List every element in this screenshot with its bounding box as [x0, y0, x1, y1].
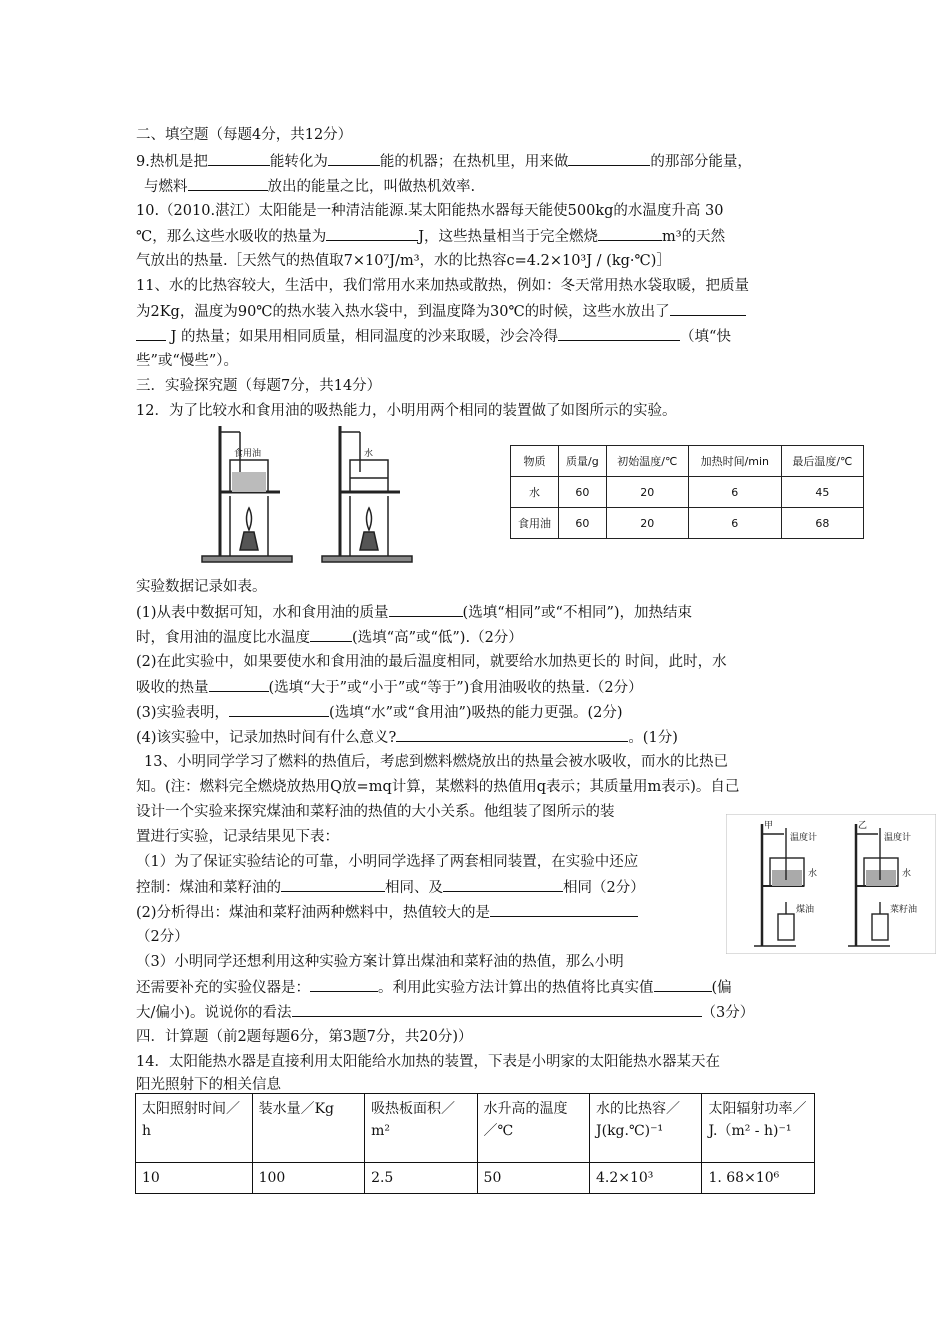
- fig-label-yi: 乙: [858, 821, 868, 831]
- q14-table: [135, 1093, 815, 1194]
- blank[interactable]: [281, 876, 385, 892]
- fig-label-rapeseed: 菜籽油: [890, 905, 918, 915]
- blank[interactable]: [292, 1001, 702, 1017]
- blank[interactable]: [396, 726, 628, 742]
- table-cell: 6: [688, 477, 781, 508]
- table-row: [511, 508, 864, 539]
- q14-line1: 14．太阳能热水器是直接利用太阳能给水加热的装置，下表是小明家的太阳能热水器某天在: [136, 1054, 720, 1070]
- table-header: 初始温度/℃: [606, 446, 688, 477]
- q13-line1: 13、小明同学学习了燃料的热值后，考虑到燃料燃烧放出的热量会被水吸收，而水的比热已: [144, 754, 728, 770]
- blank[interactable]: [310, 626, 352, 642]
- table-header-row: [136, 1094, 815, 1163]
- blank[interactable]: [326, 225, 418, 241]
- blank[interactable]: [654, 976, 712, 992]
- q13-line11: 大/偏小)。说说你的看法 （3分）: [136, 1001, 754, 1024]
- q9-line2: 与燃料 放出的能量之比，叫做热机效率.: [144, 175, 475, 198]
- q13-line5: （1）为了保证实验结论的可靠，小明同学选择了两套相同装置，在实验中还应: [136, 854, 639, 870]
- blank[interactable]: [208, 150, 270, 166]
- table-cell: 50: [477, 1163, 589, 1194]
- q14-line2: 阳光照射下的相关信息: [136, 1077, 281, 1093]
- q13-line4: 置进行实验，记录结果见下表：: [136, 829, 339, 845]
- q13-line6: 控制：煤油和菜籽油的 相同、及 相同（2分）: [136, 876, 645, 899]
- fig-label-thermometer-2: 温度计: [884, 833, 912, 843]
- q12-p2-line1: (2)在此实验中，如果要使水和食用油的最后温度相同，就要给水加热更长的 时间，此时，水: [136, 654, 727, 670]
- blank[interactable]: [558, 325, 680, 341]
- table-header: 太阳辐射功率／J.（m² - h)⁻¹: [702, 1094, 815, 1163]
- fig-label-jia: 甲: [764, 821, 774, 831]
- table-header: 水升高的温度／℃: [477, 1094, 589, 1163]
- blank[interactable]: [389, 601, 463, 617]
- q12-p3: (3)实验表明， (选填“水”或“食用油”)吸热的能力更强。(2分): [136, 701, 623, 724]
- fig-label-oil: 食用油: [234, 449, 262, 459]
- table-cell: 45: [781, 477, 863, 508]
- blank[interactable]: [568, 150, 650, 166]
- q13-line7: (2)分析得出：煤油和菜籽油两种燃料中，热值较大的是: [136, 901, 638, 924]
- section4-heading: 四．计算题（前2题每题6分，第3题7分，共20分)）: [136, 1029, 473, 1045]
- blank[interactable]: [310, 976, 378, 992]
- q13-line3: 设计一个实验来探究煤油和菜籽油的热值的大小关系。他组装了图所示的装: [136, 804, 615, 820]
- blank[interactable]: [188, 175, 268, 191]
- table-cell: 水: [511, 477, 559, 508]
- fig-label-water-2: 水: [902, 869, 912, 879]
- table-cell: 60: [559, 477, 607, 508]
- q11-line2: 为2Kg，温度为90℃的热水装入热水袋中，到温度降为30℃的时候，这些水放出了: [136, 300, 746, 323]
- q12-p4: (4)该实验中，记录加热时间有什么意义? 。(1分): [136, 726, 678, 749]
- table-cell: 6: [688, 508, 781, 539]
- table-row: [511, 477, 864, 508]
- fig-label-thermometer: 温度计: [790, 833, 818, 843]
- table-cell: 1. 68×10⁶: [702, 1163, 815, 1194]
- blank[interactable]: [670, 300, 746, 316]
- blank[interactable]: [209, 676, 269, 692]
- q11-line4: 些”或“慢些”）。: [136, 353, 238, 369]
- q13-line8: （2分）: [136, 929, 189, 945]
- table-cell: 60: [559, 508, 607, 539]
- q13-line9: （3）小明同学还想利用这种实验方案计算出煤油和菜籽油的热值，那么小明: [136, 954, 624, 970]
- blank[interactable]: [598, 225, 662, 241]
- table-row: [136, 1163, 815, 1194]
- table-cell: 10: [136, 1163, 253, 1194]
- fig-label-kerosene: 煤油: [796, 905, 815, 915]
- q12-record: 实验数据记录如表。: [136, 579, 267, 595]
- q10-line1: 10.（2010.湛江）太阳能是一种清洁能源.某太阳能热水器每天能使500kg的水温度升高 30: [136, 203, 724, 219]
- blank[interactable]: [443, 876, 563, 892]
- blank[interactable]: [490, 901, 638, 917]
- table-cell: 100: [252, 1163, 364, 1194]
- q13-line2: 知。(注：燃料完全燃烧放热用Q放=mq计算，某燃料的热值用q表示；其质量用m表示)。自己: [136, 779, 740, 795]
- q12-data-table: [510, 445, 864, 539]
- q12-p1-line1: (1)从表中数据可知，水和食用油的质量 (选填“相同”或“不相同”)，加热结束: [136, 601, 692, 624]
- section3-heading: 三．实验探究题（每题7分，共14分）: [136, 378, 382, 394]
- q12-p2-line2: 吸收的热量 (选填“大于”或“小于”或“等于”)食用油吸收的热量.（2分）: [136, 676, 643, 699]
- table-header: 太阳照射时间／h: [136, 1094, 253, 1163]
- table-cell: 20: [606, 477, 688, 508]
- table-cell: 2.5: [365, 1163, 477, 1194]
- table-cell: 4.2×10³: [590, 1163, 702, 1194]
- fig-label-water: 水: [808, 869, 818, 879]
- q13-apparatus-figure: [726, 814, 936, 954]
- table-header-row: [511, 446, 864, 477]
- blank[interactable]: [328, 150, 380, 166]
- table-header: 吸热板面积／m²: [365, 1094, 477, 1163]
- q13-line10: 还需要补充的实验仪器是： 。利用此实验方法计算出的热值将比真实值 (偏: [136, 976, 732, 999]
- table-cell: 食用油: [511, 508, 559, 539]
- table-cell: 20: [606, 508, 688, 539]
- q11-line3: J 的热量；如果用相同质量，相同温度的沙来取暖，沙会冷得 （填“快: [136, 325, 731, 348]
- table-cell: 68: [781, 508, 863, 539]
- table-header: 最后温度/℃: [781, 446, 863, 477]
- fig-label-water: 水: [364, 449, 374, 459]
- table-header: 质量/g: [559, 446, 607, 477]
- table-header: 装水量／Kg: [252, 1094, 364, 1163]
- blank[interactable]: [229, 701, 329, 717]
- q10-line3: 气放出的热量.［天然气的热值取7×10⁷J/m³，水的比热容c=4.2×10³J / (kg·℃)］: [136, 253, 671, 269]
- section2-heading: 二、填空题（每题4分，共12分）: [136, 127, 353, 143]
- table-header: 加热时间/min: [688, 446, 781, 477]
- q9-line1: 9.热机是把 能转化为 能的机器；在热机里，用来做 的那部分能量，: [136, 150, 752, 173]
- q12-apparatus-figure: [200, 422, 430, 568]
- q12-intro: 12．为了比较水和食用油的吸热能力，小明用两个相同的装置做了如图所示的实验。: [136, 403, 677, 419]
- table-header: 水的比热容／J(kg.℃)⁻¹: [590, 1094, 702, 1163]
- q11-line1: 11、水的比热容较大，生活中，我们常用水来加热或散热，例如：冬天常用热水袋取暖，把质量: [136, 278, 749, 294]
- blank[interactable]: [136, 325, 166, 341]
- q10-line2: ℃，那么这些水吸收的热量为 J，这些热量相当于完全燃烧 m³的天然: [136, 225, 725, 248]
- q12-p1-line2: 时，食用油的温度比水温度 (选填“高”或“低”).（2分）: [136, 626, 523, 649]
- table-header: 物质: [511, 446, 559, 477]
